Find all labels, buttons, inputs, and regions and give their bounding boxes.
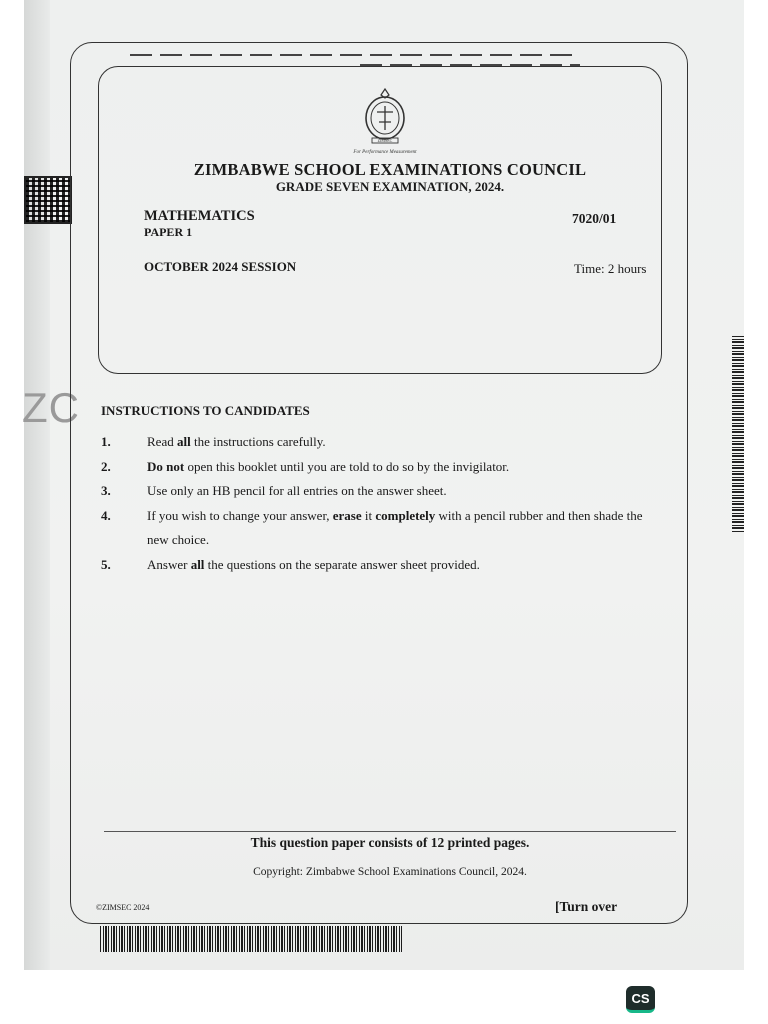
instruction-number: 1.: [101, 434, 111, 449]
instruction-fragment: with a pencil rubber and then shade the new choice.: [147, 507, 643, 547]
instruction-item: [101, 430, 661, 455]
page-edge-shadow: [24, 0, 50, 970]
instructions-heading: INSTRUCTIONS TO CANDIDATES: [101, 403, 310, 418]
paper-number: PAPER 1: [144, 225, 193, 239]
instruction-text: [147, 430, 661, 455]
instruction-emphasis: all: [176, 434, 191, 449]
instruction-fragment: the questions on the separate answer sheet provided.: [204, 556, 480, 572]
time-label: Time:: [574, 261, 605, 276]
side-barcode: [732, 336, 744, 532]
exam-title: GRADE SEVEN EXAMINATION, 2024.: [275, 179, 505, 194]
instruction-fragment: Read: [147, 434, 177, 449]
instruction-emphasis: Do not: [147, 458, 185, 474]
turn-over-note: [Turn over: [555, 899, 618, 914]
instruction-fragment: it: [361, 507, 376, 523]
instruction-number: 2.: [101, 458, 111, 474]
instruction-fragment: If you wish to change your answer,: [147, 507, 333, 523]
zimsec-crest-logo: [360, 86, 410, 152]
instruction-item: [101, 455, 661, 480]
paper-code: 7020/01: [572, 211, 617, 226]
instruction-emphasis: completely: [375, 507, 436, 523]
instruction-fragment: the instructions carefully.: [190, 434, 326, 449]
instruction-emphasis: all: [190, 556, 205, 572]
pages-note: This question paper consists of 12 printed pages.: [250, 835, 530, 850]
exam-session: OCTOBER 2024 SESSION: [144, 259, 297, 274]
instruction-number: 4.: [101, 507, 111, 523]
instruction-number: 5.: [101, 556, 111, 572]
instruction-text: [147, 455, 661, 480]
council-name: ZIMBABWE SCHOOL EXAMINATIONS COUNCIL: [193, 160, 587, 179]
instruction-emphasis: erase: [332, 507, 362, 523]
instruction-item: [101, 479, 661, 504]
instruction-item: [101, 504, 661, 553]
instruction-item: [101, 553, 661, 578]
crest-motto: For Performance Measurement: [353, 150, 417, 155]
time-allowed: [574, 261, 646, 277]
instruction-fragment: open this booklet until you are told to do so by the invigilator.: [184, 458, 510, 474]
subject-title: MATHEMATICS: [144, 208, 255, 224]
camscanner-badge[interactable]: CS: [626, 986, 655, 1013]
time-value: 2 hours: [607, 261, 647, 276]
bottom-barcode: [100, 926, 402, 952]
qr-code: [26, 178, 70, 222]
decorative-dashes: [130, 54, 580, 56]
copyright-line: Copyright: Zimbabwe School Examinations Council, 2024.: [253, 866, 527, 878]
instruction-text: [147, 553, 661, 578]
instruction-fragment: Use only an HB pencil for all entries on the answer sheet.: [147, 483, 447, 498]
instruction-number: 3.: [101, 483, 111, 498]
bleed-through-watermark: ZC: [22, 384, 80, 431]
crest-label: ZIMSEC: [377, 138, 393, 144]
zimsec-footer-mark: ©ZIMSEC 2024: [96, 903, 150, 912]
instruction-fragment: Answer: [147, 556, 191, 572]
instruction-text: [147, 479, 661, 504]
instructions-list: [101, 430, 661, 577]
instruction-text: [147, 504, 661, 553]
footer-divider: [104, 831, 676, 832]
